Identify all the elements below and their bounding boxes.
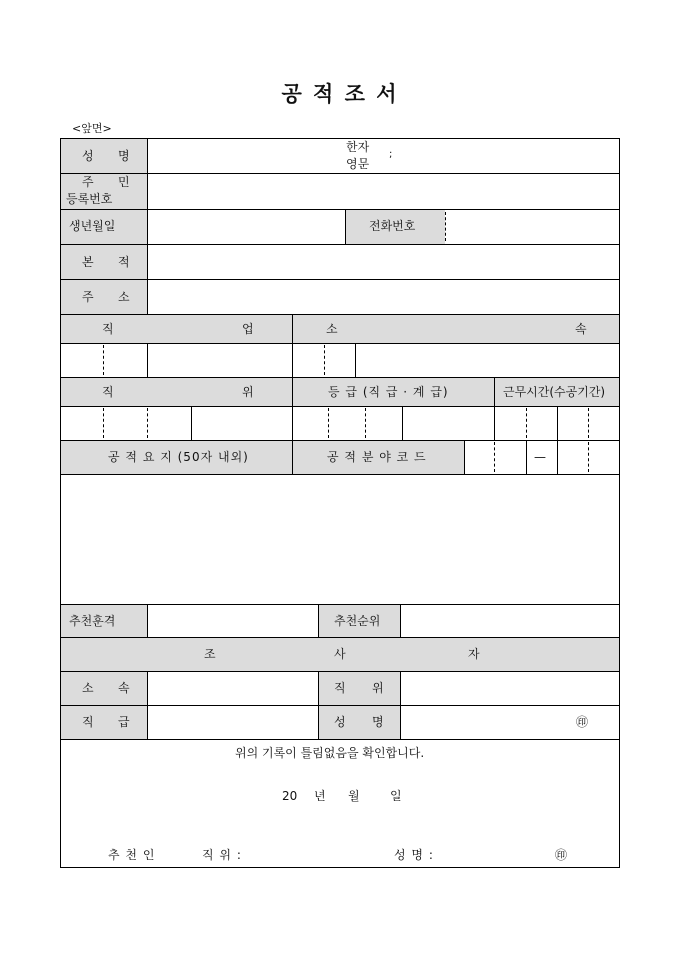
investigator-header-c: 자: [468, 647, 480, 661]
resident-number-label-c: 등록번호: [66, 192, 113, 206]
table-line: [60, 867, 620, 868]
investigator-name-b: 명: [372, 715, 384, 729]
confirmation-month: 월: [348, 789, 360, 803]
table-line: [60, 138, 620, 139]
merit-code-dash: —: [534, 450, 546, 464]
phone-label: 전화번호: [369, 219, 416, 233]
table-line: [60, 671, 620, 672]
table-line: [60, 209, 620, 210]
confirmation-statement: 위의 기록이 틀림없음을 확인합니다.: [235, 746, 425, 760]
origin-label-cell: [60, 244, 147, 279]
affiliation-header-b: 속: [575, 322, 587, 336]
name-hanja-label: 한자: [346, 140, 370, 154]
investigator-affiliation-a: 소: [82, 681, 94, 695]
investigator-header-a: 조: [204, 647, 216, 661]
award-label: 추천훈격: [69, 614, 116, 628]
table-line: [60, 343, 620, 344]
investigator-header-b: 사: [334, 647, 346, 661]
merit-summary-header-label: 공 적 요 지 (50자 내외): [108, 450, 249, 464]
table-line: [147, 138, 148, 314]
confirmation-day: 일: [390, 789, 402, 803]
table-dash: [103, 408, 104, 438]
address-label-a: 주: [82, 290, 94, 304]
page-title: 공 적 조 서: [281, 81, 399, 106]
table-line: [318, 671, 319, 739]
table-line: [402, 406, 403, 440]
table-dash: [588, 442, 589, 472]
table-dash: [445, 212, 446, 241]
investigator-position-b: 위: [372, 681, 384, 695]
investigator-name-a: 성: [334, 715, 346, 729]
table-line: [526, 440, 527, 474]
resident-number-label-b: 민: [118, 175, 130, 189]
address-label-b: 소: [118, 290, 130, 304]
confirmation-date-prefix: 20: [282, 789, 298, 803]
recommender-position-label: 직 위 :: [202, 848, 242, 862]
table-line: [147, 343, 148, 377]
table-line: [619, 138, 620, 868]
table-line: [60, 173, 620, 174]
table-line: [60, 377, 620, 378]
table-line: [464, 440, 465, 474]
origin-label-b: 적: [118, 255, 130, 269]
affiliation-header-a: 소: [326, 322, 338, 336]
table-line: [60, 440, 620, 441]
table-line: [60, 138, 61, 868]
table-line: [147, 671, 148, 739]
occupation-affiliation-header: [60, 314, 619, 343]
table-line: [400, 604, 401, 637]
table-line: [60, 739, 620, 740]
table-dash: [328, 408, 329, 438]
occupation-header-b: 업: [242, 322, 254, 336]
position-header-b: 위: [242, 385, 254, 399]
name-label-b: 명: [118, 149, 130, 163]
investigator-affiliation-label: [60, 671, 147, 705]
position-header-a: 직: [102, 385, 114, 399]
rank-label: 추천순위: [334, 614, 381, 628]
table-dash: [588, 408, 589, 438]
table-line: [60, 244, 620, 245]
table-line: [292, 314, 293, 474]
table-line: [60, 406, 620, 407]
table-dash: [494, 442, 495, 472]
table-dash: [365, 408, 366, 438]
address-label-cell: [60, 279, 147, 314]
table-line: [60, 705, 620, 706]
origin-label-a: 본: [82, 255, 94, 269]
investigator-position-a: 직: [334, 681, 346, 695]
recommender-label: 추 천 인: [108, 848, 156, 862]
grade-header: 등 급 (직 급 · 계 급): [328, 385, 449, 399]
table-line: [400, 671, 401, 739]
table-line: [60, 279, 620, 280]
investigator-position-label: [318, 671, 400, 705]
table-line: [345, 209, 346, 244]
table-line: [147, 604, 148, 637]
table-line: [355, 343, 356, 377]
table-line: [60, 604, 620, 605]
table-line: [191, 406, 192, 440]
birth-date-label: 생년월일: [69, 219, 116, 233]
investigator-seal: ㊞: [576, 715, 589, 729]
name-label-a: 성: [82, 149, 94, 163]
table-line: [557, 406, 558, 440]
recommender-seal: ㊞: [555, 848, 568, 862]
name-english-label: 영문: [346, 157, 370, 171]
investigator-affiliation-b: 속: [118, 681, 130, 695]
recommender-name-label: 성 명 :: [394, 848, 434, 862]
name-separator: ;: [389, 149, 393, 160]
table-dash: [103, 345, 104, 375]
table-line: [494, 377, 495, 440]
table-line: [318, 604, 319, 637]
investigator-name-label: [318, 705, 400, 739]
confirmation-year: 년: [314, 789, 326, 803]
resident-number-label-a: 주: [82, 175, 94, 189]
table-line: [60, 314, 620, 315]
page-side-label: <앞면>: [72, 122, 112, 135]
table-dash: [147, 408, 148, 438]
table-line: [557, 440, 558, 474]
table-dash: [324, 345, 325, 375]
service-period-header: 근무시간(수공기간): [503, 385, 606, 399]
occupation-header-a: 직: [102, 322, 114, 336]
table-line: [60, 637, 620, 638]
investigator-grade-label: [60, 705, 147, 739]
table-line: [60, 474, 620, 475]
name-label-cell: [60, 138, 147, 173]
table-dash: [526, 408, 527, 438]
investigator-grade-b: 급: [118, 715, 130, 729]
investigator-grade-a: 직: [82, 715, 94, 729]
merit-code-header-label: 공 적 분 야 코 드: [327, 450, 427, 464]
